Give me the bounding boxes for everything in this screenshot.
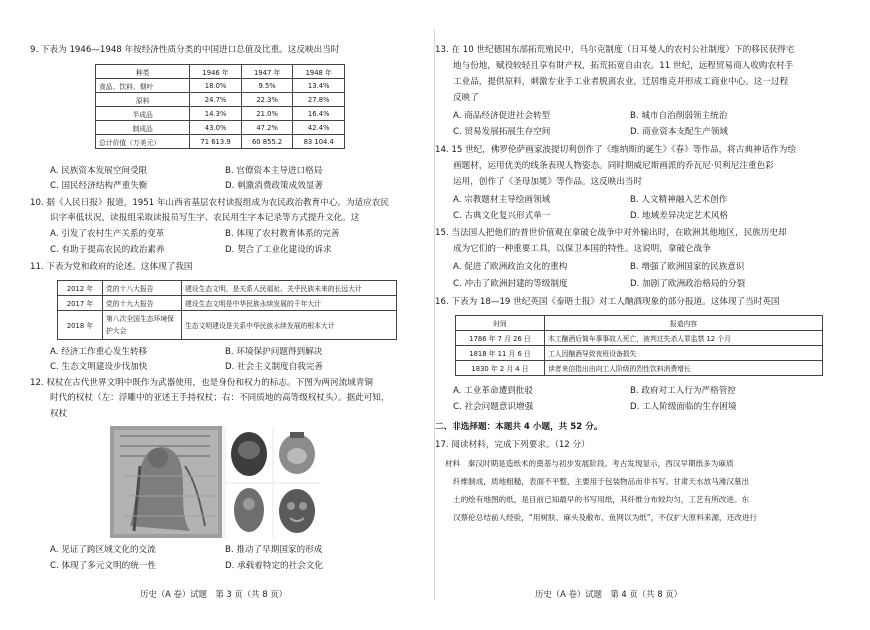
table-row: [456, 331, 823, 346]
q13-stem-line-2: 地与份地，赋役较轻且享有財产权，拓荒拓宽自由农。11 世纪，远程贸易商人收购农村手: [453, 61, 794, 71]
page-footer: 历史（A 卷）试题 第 3 页（共 8 页）: [140, 589, 287, 599]
q16-option-a[interactable]: A. 工业革命遭到批驳: [453, 386, 533, 396]
table-cell: 总计价值（万美元）: [96, 135, 190, 149]
q16-option-c[interactable]: C. 社会问题意识增强: [453, 402, 534, 412]
table-cell: 60 855.2: [241, 135, 293, 149]
q15-stem-line-2: 成为它们的一种重要工具，以保卫本国的特性。这说明，拿破仑战争: [453, 244, 711, 254]
scepter-illustration: [110, 426, 320, 538]
q12-stem-line-2: 时代的权杖（左：浮雕中的亚述王手持权杖；右：不同质地的高等级权杖头）。据此可知，: [50, 393, 390, 403]
table-row: [456, 346, 823, 361]
q13-stem-line-1: 13. 在 10 世纪德国东部拓荒殖民中，马尔克制度（日耳曼人的农村公社制度）下的移民获得宅: [435, 45, 795, 55]
section-heading: 二、非选择题：本题共 4 小题，共 52 分。: [435, 422, 603, 432]
q14-option-b[interactable]: B. 人文精神融入艺术创作: [630, 195, 728, 205]
q16-option-b[interactable]: B. 政府对工人行为严格管控: [630, 386, 736, 396]
table-cell: 27.8%: [293, 93, 345, 107]
table-cell: 42.4%: [293, 121, 345, 135]
table-cell: 14.3%: [190, 107, 242, 121]
q17-stem: 17. 阅读材料，完成下列要求。（12 分）: [435, 440, 590, 450]
table-header: 种类: [96, 65, 190, 79]
table-header: 1947 年: [241, 65, 293, 79]
table-row: [96, 65, 345, 79]
table-header: 时间: [456, 316, 545, 331]
table-cell: 原料: [96, 93, 190, 107]
q15-option-d[interactable]: D. 加剧了欧洲政治格局的分裂: [630, 279, 746, 289]
table-cell: 建设生态文明，是关系人民福祉、关乎民族未来的长远大计: [182, 281, 397, 296]
q10-option-b[interactable]: B. 体现了农村教育体系的完善: [225, 229, 340, 239]
table-row: [456, 361, 823, 376]
q15-option-c[interactable]: C. 冲击了欧洲封建的等级制度: [453, 279, 568, 289]
table-row: [96, 93, 345, 107]
q13-option-b[interactable]: B. 城市自治削弱领主统治: [630, 111, 728, 121]
q14-stem-line-3: 运用，创作了《圣母加冕》等作品。这反映出当时: [453, 177, 643, 187]
table-cell: 食品、饮料、烟叶: [96, 79, 190, 93]
q12-stem-line-3: 权杖: [50, 409, 68, 419]
q9-option-b[interactable]: B. 官僚资本主导进口格局: [225, 166, 323, 176]
q13-stem-line-4: 反映了: [453, 93, 479, 103]
q14-option-c[interactable]: C. 古典文化复兴形式单一: [453, 211, 551, 221]
q10-option-c[interactable]: C. 有助于提高农民的政治素养: [50, 245, 165, 255]
q13-option-c[interactable]: C. 贸易发展拓展生存空间: [453, 127, 551, 137]
q11-option-b[interactable]: B. 环境保护问题得到解决: [225, 347, 323, 357]
table-cell: 16.4%: [293, 107, 345, 121]
q10-stem-line-2: 识字率低状况，读报组采取读报员写生字、农民用生字本记录等方式提升文化。这: [50, 213, 360, 223]
table-cell: 木工酗酒后简车事事故人死亡，被判过失杀人罪监禁 12 个月: [545, 331, 823, 346]
q11-option-d[interactable]: D. 社会主义制度自我完善: [225, 362, 324, 372]
q17-material-line-4: 汉蔡伦总结前人经验，“用树肤、麻头及敝布、鱼网以为纸”，不仅扩大原料来源，还改进行: [453, 513, 758, 522]
table-cell: 工人因酗酒导致夜班设备损失: [545, 346, 823, 361]
q14-stem-line-2: 画题材，运用优美的线条表现人物姿态。同时期威尼斯画派的乔瓦尼·贝利尼注重色彩: [453, 161, 774, 171]
table-header: 报道内容: [545, 316, 823, 331]
q12-option-a[interactable]: A. 见证了跨区域文化的交流: [50, 545, 156, 555]
page-footer: 历史（A 卷）试题 第 4 页（共 8 页）: [535, 589, 682, 599]
q14-option-a[interactable]: A. 宗教题材主导绘画领域: [453, 195, 551, 205]
table-cell: 21.0%: [241, 107, 293, 121]
q9-stem: 9. 下表为 1946—1948 年按经济性质分类的中国进口总值及比重。这反映出当时: [30, 45, 340, 55]
relief-texture: [114, 430, 218, 534]
q16-stem: 16. 下表为 18—19 世纪英国《泰晤士报》对工人酗酒现象的部分报道。这体现了当时英国: [435, 297, 780, 307]
right-page: [435, 0, 870, 630]
q14-stem-line-1: 14. 15 世纪，佛罗伦萨画家波提切利创作了《维纳斯的诞生》《春》等作品，将古典神话作为绘: [435, 145, 796, 155]
q12-option-d[interactable]: D. 承载着特定的社会文化: [225, 561, 324, 571]
q9-option-c[interactable]: C. 国民经济结构严重失衡: [50, 181, 148, 191]
table-cell: 18.0%: [190, 79, 242, 93]
q10-stem-line-1: 10. 据《人民日报》报道，1951 年山西省基层农村读报组成为农民政治教育中心。为适应农民: [30, 198, 389, 208]
q11-option-a[interactable]: A. 经济工作重心发生转移: [50, 347, 148, 357]
q13-option-a[interactable]: A. 商品经济促进社会转型: [453, 111, 551, 121]
scepter-head-4: [279, 489, 315, 533]
q10-option-d[interactable]: D. 契合了工业化建设的诉求: [225, 245, 332, 255]
table-cell: 1830 年 2 月 4 日: [456, 361, 545, 376]
q13-option-d[interactable]: D. 商业资本支配生产领域: [630, 127, 729, 137]
q16-option-d[interactable]: D. 工人阶级面临的生存困境: [630, 402, 737, 412]
q9-option-d[interactable]: D. 刺激消费政策成效显著: [225, 181, 324, 191]
q11-table: [57, 280, 397, 340]
table-row: [96, 107, 345, 121]
table-cell: 13.4%: [293, 79, 345, 93]
table-header: 1946 年: [190, 65, 242, 79]
table-cell: 生态文明建设是关系中华民族永续发展的根本大计: [182, 311, 397, 340]
table-cell: 1818 年 11 月 6 日: [456, 346, 545, 361]
q11-option-c[interactable]: C. 生态文明建设步伐加快: [50, 362, 148, 372]
q13-stem-line-3: 工业品，提供原料，刺激专业手工业者脱离农业，迁居维克并形成工商业中心。这一过程: [453, 77, 789, 87]
q11-stem: 11. 下表为党和政府的论述。这体现了我国: [30, 262, 193, 272]
q15-option-a[interactable]: A. 促进了欧洲政治文化的重构: [453, 262, 568, 272]
q17-material-line-1: 材料 秦汉时期是造纸术的奠基与初步发展阶段。考古发现显示，西汉早期纸多为麻质: [445, 459, 734, 468]
table-cell: 47.2%: [241, 121, 293, 135]
q15-option-b[interactable]: B. 增强了欧洲国家的民族意识: [630, 262, 745, 272]
table-cell: 2012 年: [58, 281, 103, 296]
table-cell: 半成品: [96, 107, 190, 121]
table-cell: 第八次全国生态环境保护大会: [103, 311, 182, 340]
table-cell: 22.3%: [241, 93, 293, 107]
q12-stem-line-1: 12. 权杖在古代世界文明中既作为武器使用，也是身份和权力的标志。下图为两河流域青铜: [30, 378, 373, 388]
table-cell: 建设生态文明是中华民族永续发展的千年大计: [182, 296, 397, 311]
q17-material-line-2: 纤维制成，质地粗糙，表面不平整，主要用于包装物品而非书写。甘肃天水放马滩汉墓出: [453, 477, 750, 486]
table-cell: 党的十八大报告: [103, 281, 182, 296]
q17-material-line-3: 土的绘有地图的纸，是目前已知最早的书写用纸，其纤维分布较均匀，工艺有所改进。东: [453, 495, 750, 504]
q14-option-d[interactable]: D. 地域差异决定艺术风格: [630, 211, 729, 221]
q10-option-a[interactable]: A. 引发了农村生产关系的变革: [50, 229, 165, 239]
table-cell: 71 613.9: [190, 135, 242, 149]
table-cell: 83 104.4: [293, 135, 345, 149]
table-cell: 24.7%: [190, 93, 242, 107]
table-cell: 读者来信指出由向工人阶级的烈性饮料消费增长: [545, 361, 823, 376]
table-row: [58, 311, 397, 340]
q16-table: [455, 315, 823, 376]
table-row: [96, 121, 345, 135]
table-cell: 党的十九大报告: [103, 296, 182, 311]
table-row: [58, 281, 397, 296]
table-cell: 1786 年 7 月 26 日: [456, 331, 545, 346]
table-cell: 9.5%: [241, 79, 293, 93]
scepter-figure: [110, 426, 320, 538]
q15-stem-line-1: 15. 当法国人把他们的普世价值观在拿破仑战争中对外输出时，在欧洲其他地区，民族历史却: [435, 228, 787, 238]
q12-option-b[interactable]: B. 推动了早期国家的形成: [225, 545, 323, 555]
table-cell: 2018 年: [58, 311, 103, 340]
table-row: [96, 79, 345, 93]
table-cell: 43.0%: [190, 121, 242, 135]
q12-option-c[interactable]: C. 体现了多元文明的统一性: [50, 561, 156, 571]
q9-option-a[interactable]: A. 民族资本发展空间受限: [50, 166, 148, 176]
table-cell: 制成品: [96, 121, 190, 135]
table-row: [456, 316, 823, 331]
table-cell: 2017 年: [58, 296, 103, 311]
table-header: 1948 年: [293, 65, 345, 79]
table-row: [96, 135, 345, 149]
table-row: [58, 296, 397, 311]
q9-table: [95, 64, 345, 149]
